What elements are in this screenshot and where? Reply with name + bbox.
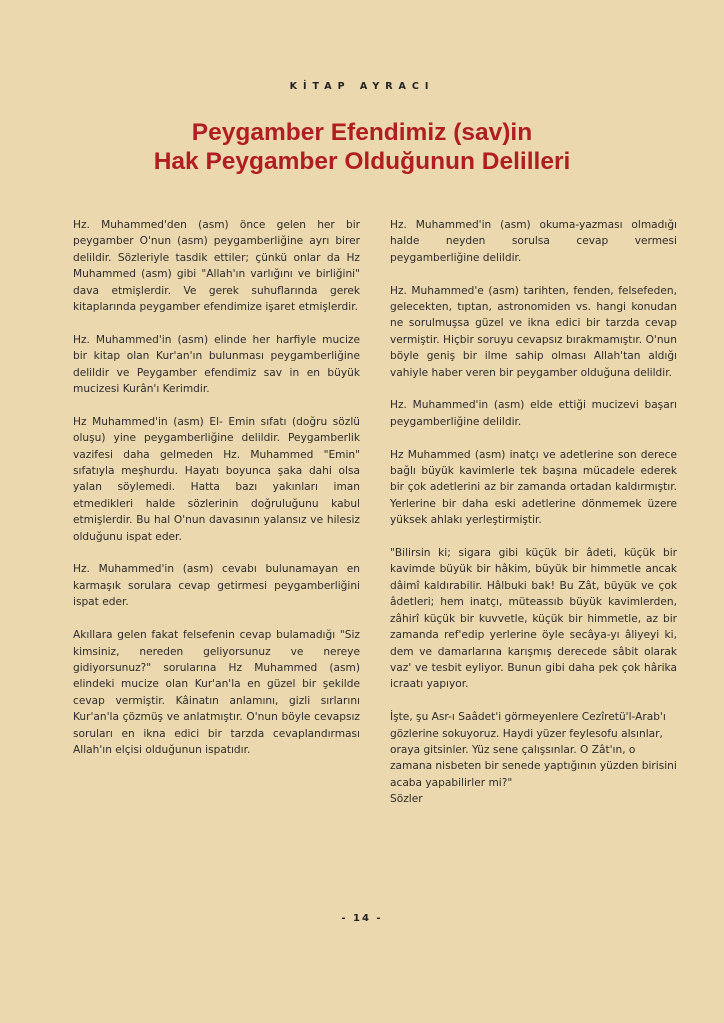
paragraph: Hz. Muhammed'in (asm) elde ettiği mucizevi başarı peygamberliğine delildir. [390, 399, 677, 428]
paragraph: Akıllara gelen fakat felsefenin cevap bulamadığı "Siz kimsiniz, nereden geliyorsunuz ve nereye gidiyorsunuz?" sorularına Hz Muhammed (asm) elindeki mucize olan Kur'an'la en güzel bir şekilde cevap vermiştir. Kâinatın anlamını, gizli sırlarını Kur'an'la çözmüş ve anlatmıştır. O'nun böyle cevapsız soruları en ikna edici bir tarzda cevaplandırması Allah'ın elçisi olduğunun ispatıdır. [73, 629, 360, 756]
paragraph: Hz. Muhammed'in (asm) okuma-yazması olmadığı halde neyden sorulsa cevap vermesi peygamberliğine delildir. [390, 219, 677, 264]
page-title [0, 118, 724, 176]
page-number: - 14 - [341, 913, 383, 924]
paragraph: Hz. Muhammed'den (asm) önce gelen her bir peygamber O'nun (asm) peygamberliğine ayrı birer delildir. Sözleriyle tasdik ettiler; çünkü onlar da Hz Muhammed (asm) gibi "Allah'ın varlığını ve birliğini" dava etmişlerdir. Ve gerek suhuflarında gerek kitaplarında peygamber efendimize işaret etmişlerdir. [73, 219, 360, 314]
source-attribution: Sözler [390, 793, 423, 806]
quote-paragraph: İşte, şu Asr-ı Saâdet'i görmeyenlere Cezîretü'l-Arab'ı gözlerine sokuyoruz. Haydi yüzer feylesofu alsınlar, oraya gitsinler. Yüz sene çalışsınlar. O Zât'ın, o zamana nisbeten bir senede yaptığının yüzden birisini acaba yapabilirler mi?" [390, 711, 677, 789]
paragraph: Hz Muhammed (asm) inatçı ve adetlerine son derece bağlı büyük kavimlerle tek başına mücadele ederek bir çok adetlerini az bir zamanda ortadan kaldırmıştır. Yerlerine bir daha eski adetlerine dönmemek üzere yüksek ahlakı yerleştirmiştir. [390, 448, 677, 527]
paragraph: Hz. Muhammed'in (asm) elinde her harfiyle mucize bir kitap olan Kur'an'ın bulunması peygamberliğine delildir ve Peygamber efendimiz sav in en büyük mucizesi Kurân'ı Kerimdir. [73, 333, 360, 396]
paragraph: Hz. Muhammed'e (asm) tarihten, fenden, felsefeden, gelecekten, tıptan, astronomiden vs. hangi konudan ne sorulmuşsa güzel ve ikna edici bir tarzda cevap vermiştir. Hiçbir soruyu cevapsız bırakmamıştır. O'nun böyle geniş bir ilme sahip olması Allah'tan aldığı vahiyle haber veren bir peygamber olduğuna delildir. [390, 284, 677, 379]
section-label: KİTAP AYRACI [289, 81, 435, 92]
paragraph: Hz. Muhammed'in (asm) cevabı bulunamayan en karmaşık sorulara cevap getirmesi peygamberliğini ispat eder. [73, 563, 360, 609]
quote-paragraph: "Bilirsin ki; sigara gibi küçük bir âdeti, küçük bir kavimde büyük bir hâkim, büyük bir himmetle ancak dâimî kaldırabilir. Hâlbuki bak! Bu Zât, büyük ve çok âdetleri; hem inatçı, müteassıb büyük kavimlerden, zâhirî küçük bir kuvvetle, küçük bir himmetle, az bir zamanda ref'edip yerlerine öyle secâya-yı âliyeyi ki, dem ve damarlarına karışmış derecede sâbit olarak vaz' ve tesbit eyliyor. Bunun gibi daha pek çok hârika icraatı yapıyor. [390, 547, 677, 691]
paragraph: Hz Muhammed'in (asm) El- Emin sıfatı (doğru sözlü oluşu) yine peygamberliğine delildir. Peygamberlik vazifesi daha gelmeden Hz. Muhammed "Emin" sıfatıyla meşhurdu. Hayatı boyunca şaka dahi olsa yalan söylemedi. Hatta bazı yakınları iman etmedikleri halde sözlerinin doğruluğunu kabul etmişlerdir. Bu hal O'nun davasının yalansız ve hilesiz olduğunu ispat eder. [73, 415, 360, 543]
left-column [73, 217, 360, 775]
right-column [390, 217, 677, 808]
title-line-1: Peygamber Efendimiz (sav)in [191, 119, 533, 146]
title-line-2: Hak Peygamber Olduğunun Delilleri [153, 148, 571, 175]
